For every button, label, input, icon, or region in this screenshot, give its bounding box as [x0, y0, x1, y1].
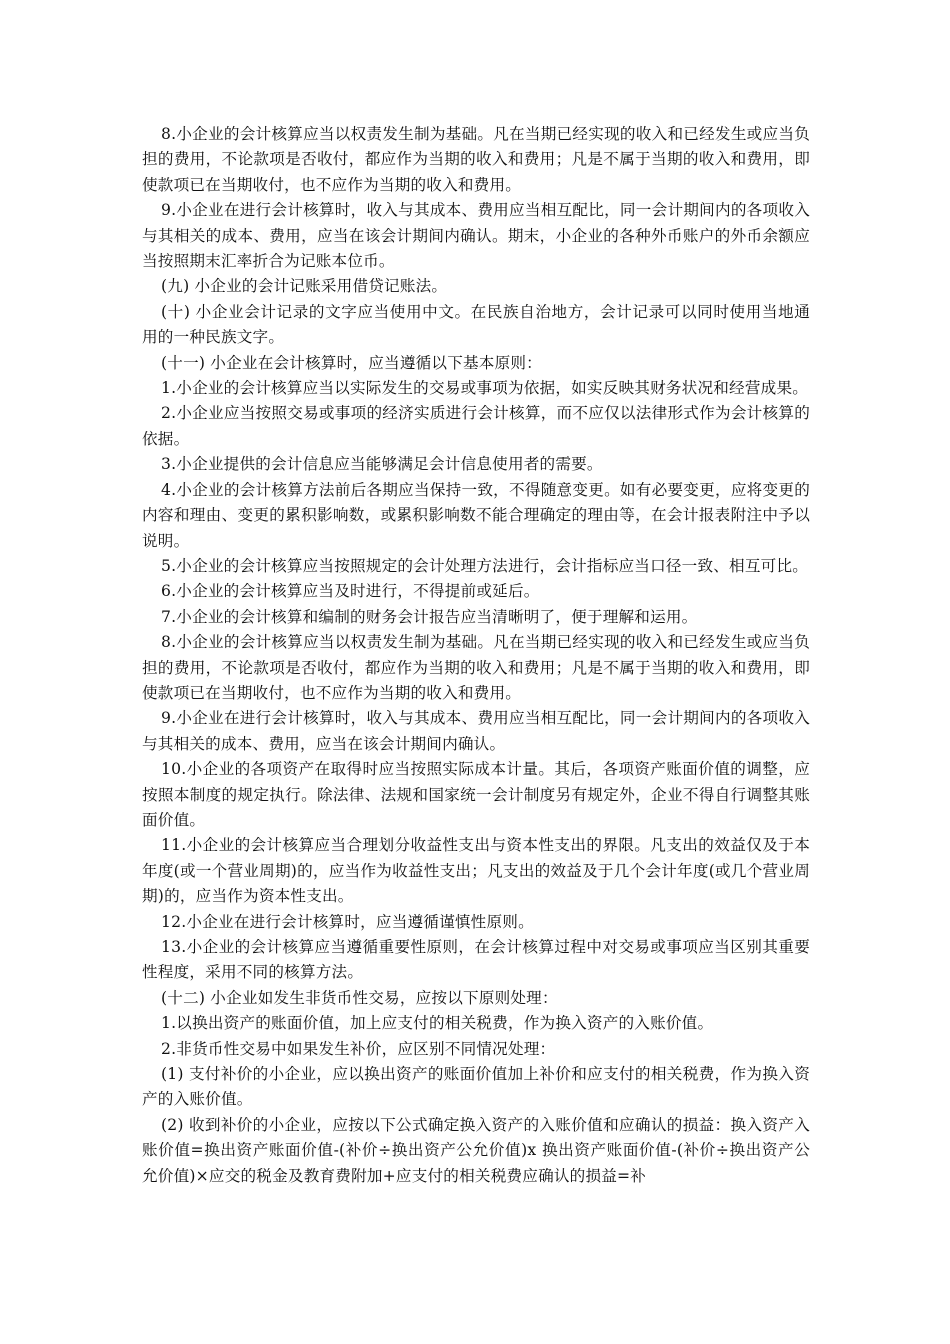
paragraph: 1.以换出资产的账面价值，加上应支付的相关税费，作为换入资产的入账价值。: [161, 1014, 714, 1033]
paragraph: (十一) 小企业在会计核算时，应当遵循以下基本原则：: [161, 353, 542, 372]
paragraph: 12.小企业在进行会计核算时，应当遵循谨慎性原则。: [161, 912, 534, 931]
paragraph: (十) 小企业会计记录的文字应当使用中文。在民族自治地方，会计记录可以同时使用当地通用的一种民族文字。: [142, 302, 810, 347]
paragraph: 8.小企业的会计核算应当以权责发生制为基础。凡在当期已经实现的收入和已经发生或应当负担的费用，不论款项是否收付，都应作为当期的收入和费用；凡是不属于当期的收入和费用，即使款项已在当期收付，也不应作为当期的收入和费用。: [142, 633, 810, 702]
paragraph: 5.小企业的会计核算应当按照规定的会计处理方法进行，会计指标应当口径一致、相互可比。: [161, 556, 809, 575]
paragraph: (九) 小企业的会计记账采用借贷记账法。: [161, 277, 448, 296]
document-body: [142, 122, 810, 1189]
paragraph: 9.小企业在进行会计核算时，收入与其成本、费用应当相互配比，同一会计期间内的各项收入与其相关的成本、费用，应当在该会计期间内确认。: [142, 709, 810, 753]
paragraph: 4.小企业的会计核算方法前后各期应当保持一致，不得随意变更。如有必要变更，应将变更的内容和理由、变更的累积影响数，或累积影响数不能合理确定的理由等，在会计报表附注中予以说明。: [142, 480, 810, 550]
paragraph: 2.非货币性交易中如果发生补价，应区别不同情况处理：: [161, 1039, 556, 1058]
paragraph: 2.小企业应当按照交易或事项的经济实质进行会计核算，而不应仅以法律形式作为会计核算的依据。: [142, 404, 810, 448]
paragraph: 9.小企业在进行会计核算时，收入与其成本、费用应当相互配比，同一会计期间内的各项收入与其相关的成本、费用，应当在该会计期间内确认。期末，小企业的各种外币账户的外币余额应当按照期末汇率折合为记账本位币。: [142, 201, 810, 271]
paragraph: 13.小企业的会计核算应当遵循重要性原则，在会计核算过程中对交易或事项应当区别其重要性程度，采用不同的核算方法。: [142, 938, 810, 982]
paragraph: (2) 收到补价的小企业，应按以下公式确定换入资产的入账价值和应确认的损益：换入资产入账价值=换出资产账面价值-(补价÷换出资产公允价值)x 换出资产账面价值-(补价÷换出资产公允价值)×应交的税金及教育费附加+应支付的相关税费应确认的损益=补: [142, 1115, 810, 1185]
paragraph: 7.小企业的会计核算和编制的财务会计报告应当清晰明了，便于理解和运用。: [161, 607, 698, 626]
paragraph: 1.小企业的会计核算应当以实际发生的交易或事项为依据，如实反映其财务状况和经营成果。: [161, 379, 809, 398]
paragraph: 8.小企业的会计核算应当以权责发生制为基础。凡在当期已经实现的收入和已经发生或应当负担的费用，不论款项是否收付，都应作为当期的收入和费用；凡是不属于当期的收入和费用，即使款项已在当期收付，也不应作为当期的收入和费用。: [142, 125, 810, 194]
paragraph: 11.小企业的会计核算应当合理划分收益性支出与资本性支出的界限。凡支出的效益仅及于本年度(或一个营业周期)的，应当作为收益性支出；凡支出的效益及于几个会计年度(或几个营业周期)的，应当作为资本性支出。: [142, 836, 810, 906]
paragraph: (1) 支付补价的小企业，应以换出资产的账面价值加上补价和应支付的相关税费，作为换入资产的入账价值。: [142, 1065, 810, 1109]
paragraph: (十二) 小企业如发生非货币性交易，应按以下原则处理：: [161, 988, 558, 1007]
paragraph: 10.小企业的各项资产在取得时应当按照实际成本计量。其后，各项资产账面价值的调整，应按照本制度的规定执行。除法律、法规和国家统一会计制度另有规定外，企业不得自行调整其账面价值。: [142, 760, 810, 829]
paragraph: 3.小企业提供的会计信息应当能够满足会计信息使用者的需要。: [161, 455, 603, 474]
paragraph: 6.小企业的会计核算应当及时进行，不得提前或延后。: [161, 582, 540, 601]
